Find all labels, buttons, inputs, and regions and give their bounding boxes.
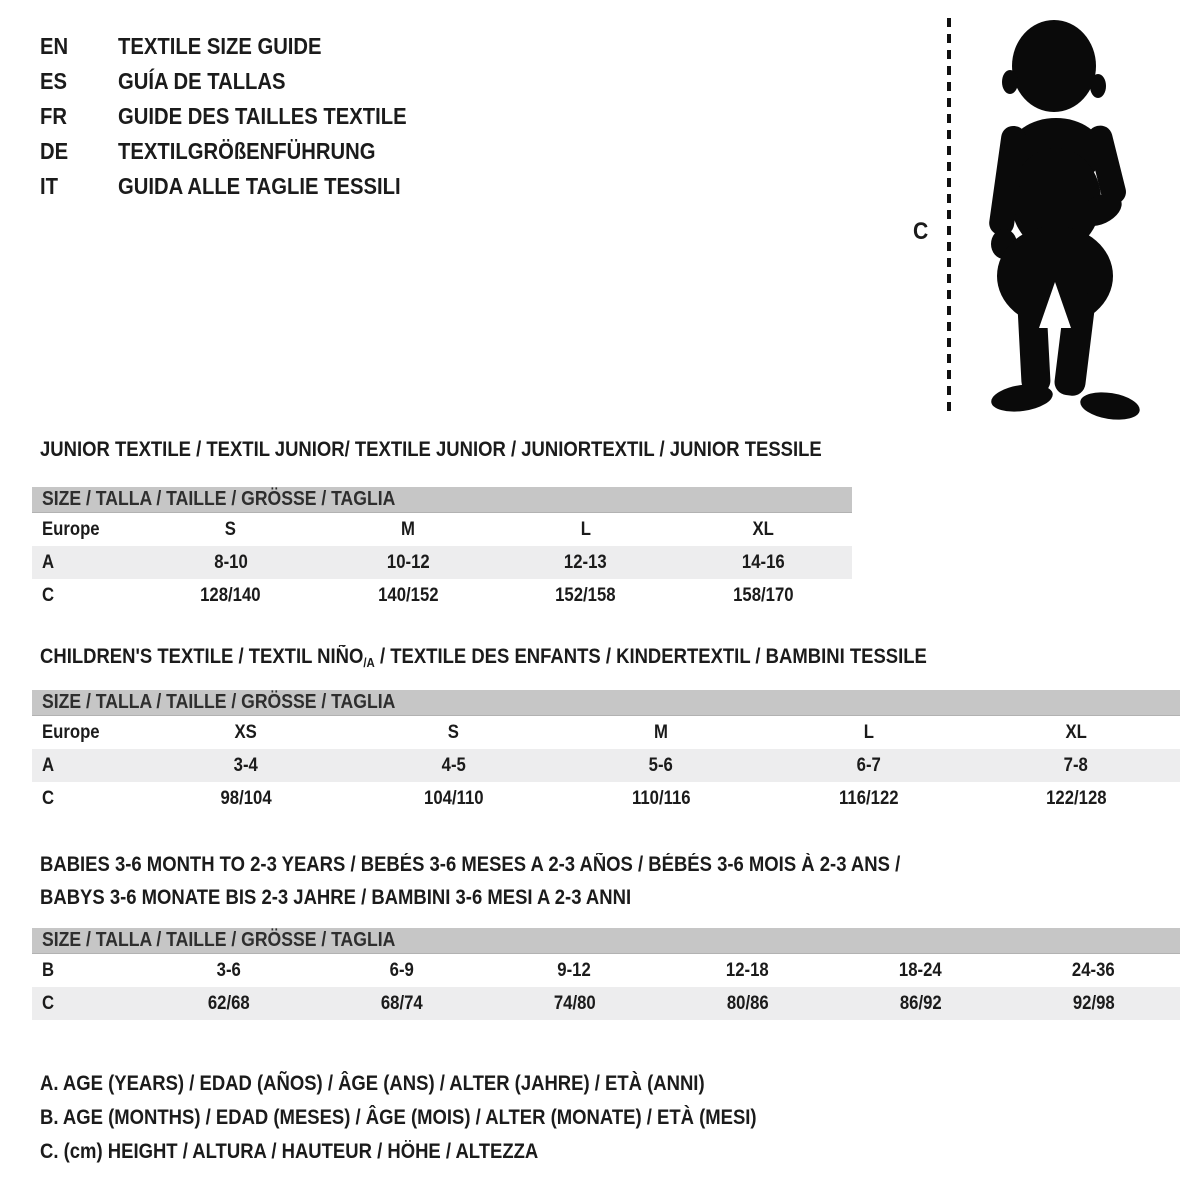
section-title-junior: JUNIOR TEXTILE / TEXTIL JUNIOR/ TEXTILE JUNIOR / JUNIORTEXTIL / JUNIOR TESSILE [40, 438, 822, 461]
value-cell: 3-4 [233, 754, 258, 776]
value-cell: 104/110 [423, 787, 484, 809]
size-cell: XL [1065, 721, 1087, 743]
value-cell: 4-5 [441, 754, 466, 776]
table-header-bar: SIZE / TALLA / TAILLE / GRÖSSE / TAGLIA [32, 487, 852, 513]
value-cell: 68/74 [380, 992, 423, 1014]
value-cell: 12-13 [564, 551, 608, 573]
babies-title-line2: BABYS 3-6 MONATE BIS 2-3 JAHRE / BAMBINI 3-6 MESI A 2-3 ANNI [40, 886, 632, 909]
table-header-bar: SIZE / TALLA / TAILLE / GRÖSSE / TAGLIA [32, 928, 1180, 954]
value-cell: 92/98 [1072, 992, 1115, 1014]
size-cell: XL [752, 518, 774, 540]
row-label: C [42, 992, 55, 1014]
table-row-europe [32, 513, 852, 546]
table-row-age [32, 546, 852, 579]
value-cell: 110/116 [631, 787, 691, 809]
value-cell: 116/122 [838, 787, 899, 809]
value-cell: 5-6 [648, 754, 674, 776]
value-cell: 86/92 [899, 992, 942, 1014]
value-cell: 74/80 [553, 992, 596, 1014]
value-cell: 18-24 [899, 959, 942, 981]
row-label: Europe [42, 721, 100, 743]
size-cell: L [863, 721, 874, 743]
value-cell: 12-18 [726, 959, 769, 981]
size-table-children [32, 690, 1180, 815]
babies-title-line1: BABIES 3-6 MONTH TO 2-3 YEARS / BEBÉS 3-6 MESES A 2-3 AÑOS / BÉBÉS 3-6 MOIS À 2-3 ANS / [40, 853, 901, 876]
language-list [40, 29, 446, 204]
language-code: IT [40, 173, 58, 199]
value-cell: 122/128 [1045, 787, 1107, 809]
legend-line-b: B. AGE (MONTHS) / EDAD (MESES) / ÂGE (MOIS) / ALTER (MONATE) / ETÀ (MESI) [40, 1106, 757, 1129]
table-row-europe [32, 716, 1180, 749]
language-row [40, 64, 446, 99]
table-row-age [32, 749, 1180, 782]
value-cell: 7-8 [1064, 754, 1089, 776]
size-table-junior [32, 487, 852, 612]
size-cell: XS [234, 721, 257, 743]
figure-height-label: C [913, 218, 929, 245]
language-code: EN [40, 33, 69, 59]
value-cell: 140/152 [378, 584, 439, 606]
table-row-height [32, 782, 1180, 815]
language-title: TEXTILGRÖßENFÜHRUNG [118, 138, 376, 164]
value-cell: 24-36 [1072, 959, 1115, 981]
legend-line-a: A. AGE (YEARS) / EDAD (AÑOS) / ÂGE (ANS) / ALTER (JAHRE) / ETÀ (ANNI) [40, 1072, 705, 1095]
language-row [40, 169, 446, 204]
table-row-height [32, 579, 852, 612]
value-cell: 152/158 [555, 584, 616, 606]
row-label: A [42, 551, 55, 573]
language-code: ES [40, 68, 68, 94]
size-cell: S [225, 518, 237, 540]
language-row [40, 29, 446, 64]
section-title-children: CHILDREN'S TEXTILE / TEXTIL $NIÑO_{/A}$ / TEXTILE DES ENFANTS / KINDERTEXTIL / BAMBINI TESSILE [40, 645, 927, 670]
size-cell: S [447, 721, 459, 743]
value-cell: 10-12 [386, 551, 430, 573]
row-label: C [42, 787, 55, 809]
value-cell: 158/170 [733, 584, 794, 606]
value-cell: 80/86 [726, 992, 769, 1014]
size-cell: M [401, 518, 416, 540]
language-code: FR [40, 103, 67, 129]
measurement-legend [40, 1067, 854, 1169]
size-cell: M [654, 721, 668, 743]
value-cell: 8-10 [214, 551, 248, 573]
language-title: GUIDE DES TAILLES TEXTILE [118, 103, 407, 129]
size-cell: L [580, 518, 591, 540]
row-label: C [42, 584, 55, 606]
language-row [40, 99, 446, 134]
language-row [40, 134, 446, 169]
height-measure-dashed-line [947, 18, 951, 416]
table-header-bar: SIZE / TALLA / TAILLE / GRÖSSE / TAGLIA [32, 690, 1180, 716]
language-title: GUÍA DE TALLAS [118, 68, 286, 94]
language-title: TEXTILE SIZE GUIDE [118, 33, 322, 59]
value-cell: 98/104 [220, 787, 272, 809]
size-table-babies [32, 928, 1180, 1020]
nino-a-subscript: /A [363, 655, 375, 670]
value-cell: 14-16 [741, 551, 785, 573]
table-row-age-months [32, 954, 1180, 987]
row-label: A [42, 754, 55, 776]
legend-line-c: C. (cm) HEIGHT / ALTURA / HAUTEUR / HÖHE / ALTEZZA [40, 1140, 539, 1163]
row-label: B [42, 959, 55, 981]
table-row-height [32, 987, 1180, 1020]
toddler-silhouette-image [962, 14, 1147, 422]
value-cell: 6-9 [389, 959, 414, 981]
language-title: GUIDA ALLE TAGLIE TESSILI [118, 173, 401, 199]
value-cell: 62/68 [207, 992, 250, 1014]
value-cell: 9-12 [557, 959, 592, 981]
value-cell: 6-7 [856, 754, 881, 776]
value-cell: 128/140 [200, 584, 261, 606]
language-code: DE [40, 138, 69, 164]
row-label: Europe [42, 518, 100, 540]
value-cell: 3-6 [216, 959, 241, 981]
section-title-babies [40, 848, 1018, 914]
